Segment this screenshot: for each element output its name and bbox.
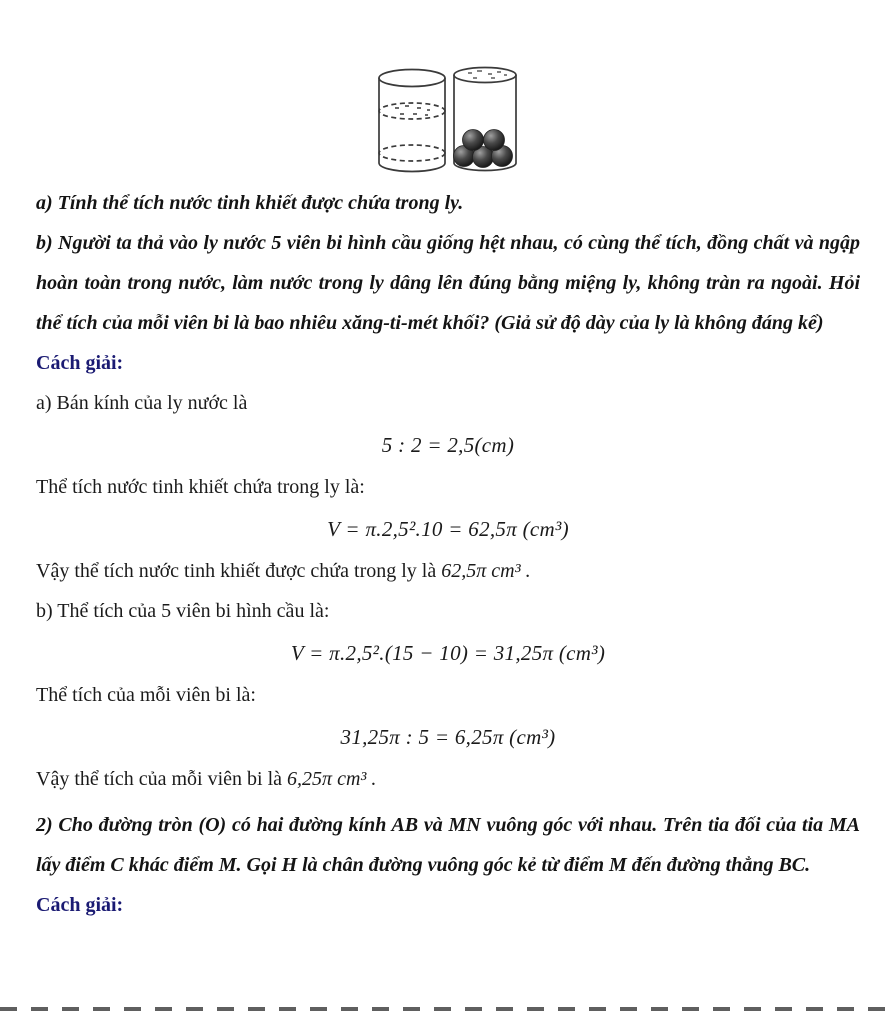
bottom-hidden-edge-dashed [379,145,445,161]
marbles [454,130,513,168]
water-surface-specks [395,106,430,115]
solution2-heading: Cách giải: [36,894,124,916]
marble [463,130,484,151]
water-level-dashed [379,103,445,119]
solution1-each-conclusion [36,759,860,799]
solution1-heading: Cách giải: [36,352,124,374]
problem1-statement-b: b) Người ta thả vào ly nước 5 viên bi hình cầu giống hệt nhau, có cùng thể tích, đồng chất và ngập hoàn toàn trong nước, làm nước trong ly dâng lên đúng bằng miệng ly, không tràn ra ngoài. Hỏi thể tích của mỗi viên bi là bao nhiêu xăng-ti-mét khối? (Giả sử độ dày của ly là không đáng kể) [36,232,860,334]
formula-radius: 5 : 2 = 2,5(cm) [381,433,515,457]
formula-water-volume: V = π.2,5².10 = 62,5π (cm³) [327,517,569,541]
brim-water-specks [468,71,507,78]
formula-each-volume: 31,25π : 5 = 6,25π (cm³) [340,725,556,749]
conclusion-each-text: Vậy thể tích của mỗi viên bi là [36,768,288,790]
bottom-dashed-line [0,1007,896,1011]
solution1-marbles-volume-line: b) Thể tích của 5 viên bi hình cầu là: [36,600,330,622]
conclusion-water-text: Vậy thể tích nước tinh khiết được chứa trong ly là [36,560,442,582]
problem2-statement: 2) Cho đường tròn (O) có hai đường kính AB và MN vuông góc với nhau. Trên tia đối của tia MA lấy điểm C khác điểm M. Gọi H là chân đường vuông góc kẻ từ điểm M đến đường thẳng BC. [36,814,860,876]
solution1-water-volume-line: Thể tích nước tinh khiết chứa trong ly là: [36,476,365,498]
problem1-statement-a: a) Tính thể tích nước tinh khiết được chứa trong ly. [36,192,464,214]
conclusion-water-math: 62,5π cm³ . [441,560,531,582]
conclusion-each-math: 6,25π cm³ . [287,768,377,790]
solution1-each-volume-line: Thể tích của mỗi viên bi là: [36,684,256,706]
formula-marbles-volume: V = π.2,5².(15 − 10) = 31,25π (cm³) [290,641,606,665]
cylinders-figure [373,64,523,183]
solution1-radius-line: a) Bán kính của ly nước là [36,392,248,414]
marble [484,130,505,151]
cylinders-figure-svg [373,64,523,178]
left-cylinder [379,70,445,172]
solution1-water-conclusion [36,551,860,591]
